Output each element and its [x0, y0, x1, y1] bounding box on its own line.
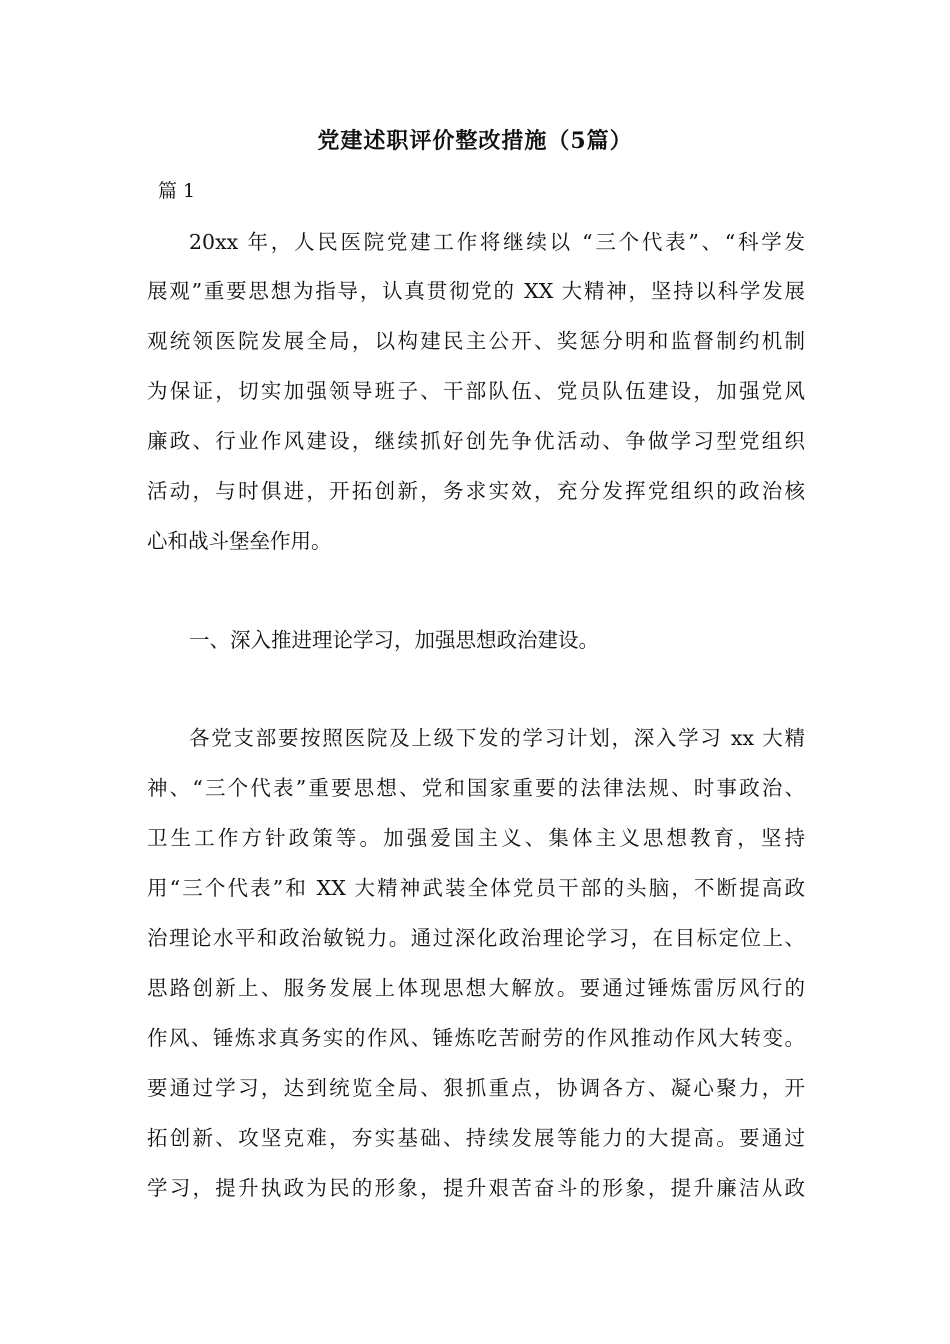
- text-line: 廉政、行业作风建设，继续抓好创先争优活动、争做学习型党组织: [147, 429, 805, 453]
- text-line: 神、“三个代表”重要思想、党和国家重要的法律法规、时事政治、: [147, 776, 805, 800]
- document-title: 党建述职评价整改措施（5篇）: [317, 128, 633, 154]
- text-line: 为保证，切实加强领导班子、干部队伍、党员队伍建设，加强党风: [147, 379, 805, 403]
- text-line: 学习，提升执政为民的形象，提升艰苦奋斗的形象，提升廉洁从政: [147, 1176, 805, 1200]
- text-line: 观统领医院发展全局，以构建民主公开、奖惩分明和监督制约机制: [147, 329, 805, 353]
- text-line: 心和战斗堡垒作用。: [147, 529, 332, 553]
- text-line: 活动，与时俱进，开拓创新，务求实效，充分发挥党组织的政治核: [147, 479, 805, 503]
- text-line: 治理论水平和政治敏锐力。通过深化政治理论学习，在目标定位上、: [147, 926, 805, 950]
- text-line: 卫生工作方针政策等。加强爱国主义、集体主义思想教育，坚持: [147, 826, 805, 850]
- section-heading: 一、深入推进理论学习，加强思想政治建设。: [189, 628, 599, 652]
- part-label: 篇 1: [158, 180, 196, 202]
- text-line: 展观”重要思想为指导，认真贯彻党的 XX 大精神，坚持以科学发展: [147, 279, 805, 303]
- text-line: 各党支部要按照医院及上级下发的学习计划，深入学习 xx 大精: [189, 726, 805, 750]
- text-line: 20xx 年，人民医院党建工作将继续以 “三个代表”、“科学发: [189, 230, 805, 254]
- text-line: 思路创新上、服务发展上体现思想大解放。要通过锤炼雷厉风行的: [147, 976, 805, 1000]
- text-line: 作风、锤炼求真务实的作风、锤炼吃苦耐劳的作风推动作风大转变。: [147, 1026, 805, 1050]
- text-line: 拓创新、攻坚克难，夯实基础、持续发展等能力的大提高。要通过: [147, 1126, 805, 1150]
- text-line: 要通过学习，达到统览全局、狠抓重点，协调各方、凝心聚力，开: [147, 1076, 805, 1100]
- text-line: 用“三个代表”和 XX 大精神武装全体党员干部的头脑，不断提高政: [147, 876, 805, 900]
